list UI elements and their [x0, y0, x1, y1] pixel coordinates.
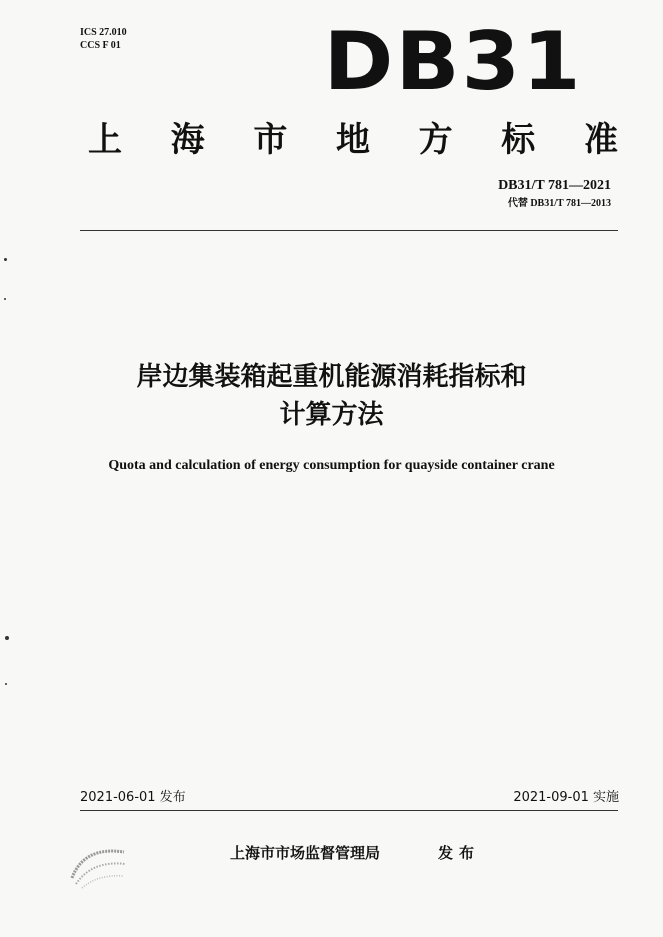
- effective-date: 2021-09-01 实施: [513, 790, 619, 805]
- document-title-cn-line2: 计算方法: [279, 400, 384, 430]
- title-char: 海: [170, 120, 205, 160]
- document-title-cn-line1: 岸边集装箱起重机能源消耗指标和: [136, 362, 527, 392]
- title-char: 市: [253, 120, 288, 160]
- top-divider: [80, 230, 618, 231]
- document-title-en: Quota and calculation of energy consumption for quayside container crane: [108, 458, 555, 473]
- standard-category-title: [88, 120, 618, 160]
- ics-code: ICS 27.010: [80, 27, 127, 38]
- watermark-stamp: [64, 838, 134, 892]
- ccs-code: CCS F 01: [80, 40, 121, 51]
- scan-speck: [5, 683, 7, 685]
- classification-codes: [80, 26, 127, 52]
- scan-speck: [4, 298, 6, 300]
- scan-speck: [5, 636, 9, 640]
- replaced-standard: 代替 DB31/T 781—2013: [507, 198, 611, 209]
- scan-speck: [4, 258, 7, 261]
- title-char: 准: [583, 120, 618, 160]
- issue-date: 2021-06-01 发布: [80, 790, 186, 805]
- issue-label: 发布: [438, 844, 481, 862]
- standard-number: DB31/T 781—2021: [498, 178, 611, 193]
- title-char: 标: [501, 120, 536, 160]
- title-char: 方: [418, 120, 453, 160]
- bottom-divider: [80, 810, 618, 811]
- title-char: 地: [335, 120, 370, 160]
- db31-logo: DB31: [323, 15, 583, 108]
- title-char: 上: [88, 120, 122, 160]
- issuing-authority: 上海市市场监督管理局: [230, 844, 381, 862]
